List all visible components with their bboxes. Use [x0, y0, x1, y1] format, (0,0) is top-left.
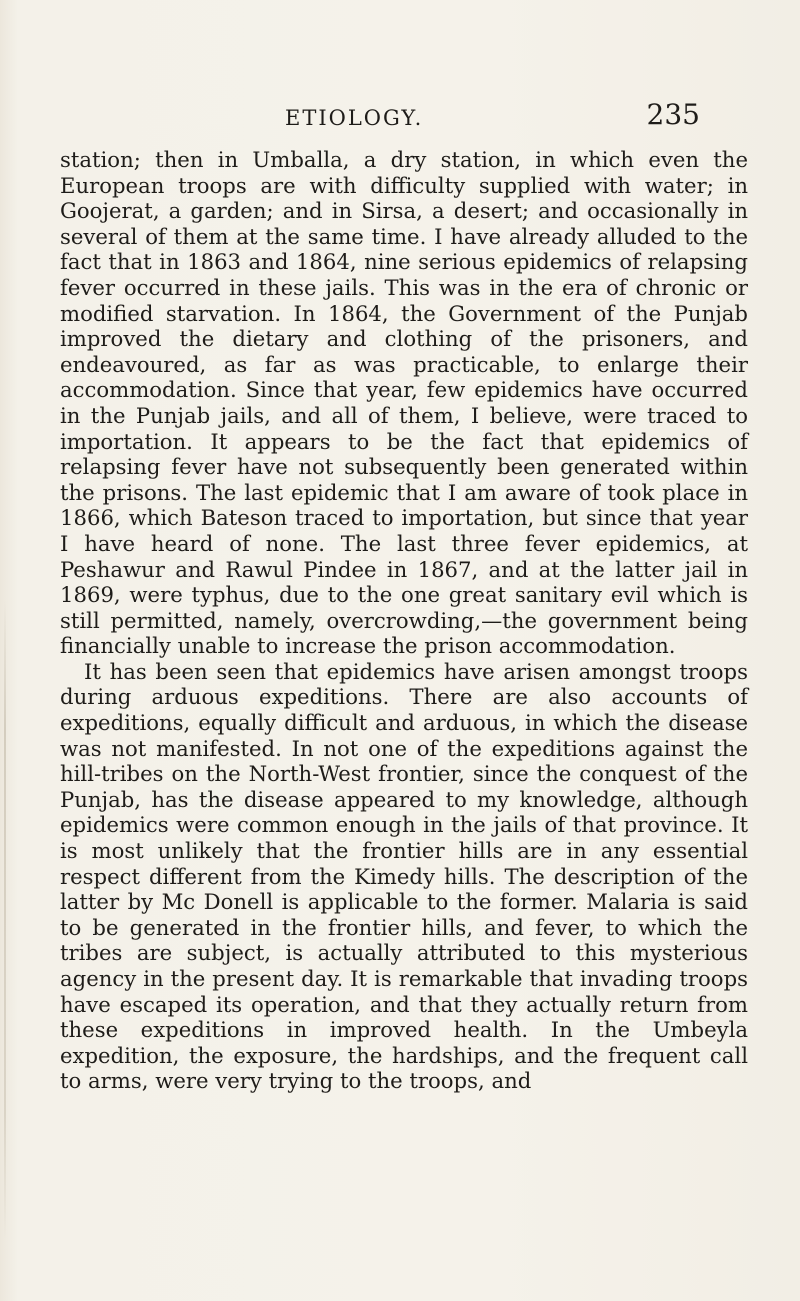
- page-edge-shadow: [4, 600, 6, 1240]
- page-number: 235: [646, 98, 700, 131]
- paragraph: station; then in Umballa, a dry station, in which even the European troops are with difficulty supplied with water; in Goojerat, a garden; and in Sirsa, a desert; and occasionally in several of them at the same time. I have already alluded to the fact that in 1863 and 1864, nine serious epidemics of relapsing fever occurred in these jails. This was in the era of chronic or modified starvation. In 1864, the Government of the Punjab improved the dietary and clothing of the prisoners, and endeavoured, as far as was practicable, to enlarge their accommodation. Since that year, few epidemics have occurred in the Punjab jails, and all of them, I believe, were traced to importation. It appears to be the fact that epidemics of relapsing fever have not subsequently been generated within the prisons. The last epidemic that I am aware of took place in 1866, which Bateson traced to importation, but since that year I have heard of none. The last three fever epidemics, at Peshawur and Rawul Pindee in 1867, and at the latter jail in 1869, were typhus, due to the one great sanitary evil which is still permitted, namely, overcrowding,—the government being financially unable to increase the prison accommodation.: [60, 147, 748, 659]
- paragraph: It has been seen that epidemics have arisen amongst troops during arduous expeditions. There are also accounts of expeditions, equally difficult and arduous, in which the disease was not manifested. In not one of the expeditions against the hill-tribes on the North-West frontier, since the conquest of the Punjab, has the disease appeared to my knowledge, although epidemics were common enough in the jails of that province. It is most unlikely that the frontier hills are in any essential respect different from the Kimedy hills. The description of the latter by Mc Donell is applicable to the former. Malaria is said to be generated in the frontier hills, and fever, to which the tribes are subject, is actually attributed to this mysterious agency in the present day. It is remarkable that invading troops have escaped its operation, and that they actually return from these expeditions in improved health. In the Umbeyla expedition, the exposure, the hardships, and the frequent call to arms, were very trying to the troops, and: [60, 658, 748, 1094]
- page-header: [150, 98, 710, 142]
- body-text: [60, 147, 748, 1094]
- running-head: ETIOLOGY.: [285, 106, 424, 130]
